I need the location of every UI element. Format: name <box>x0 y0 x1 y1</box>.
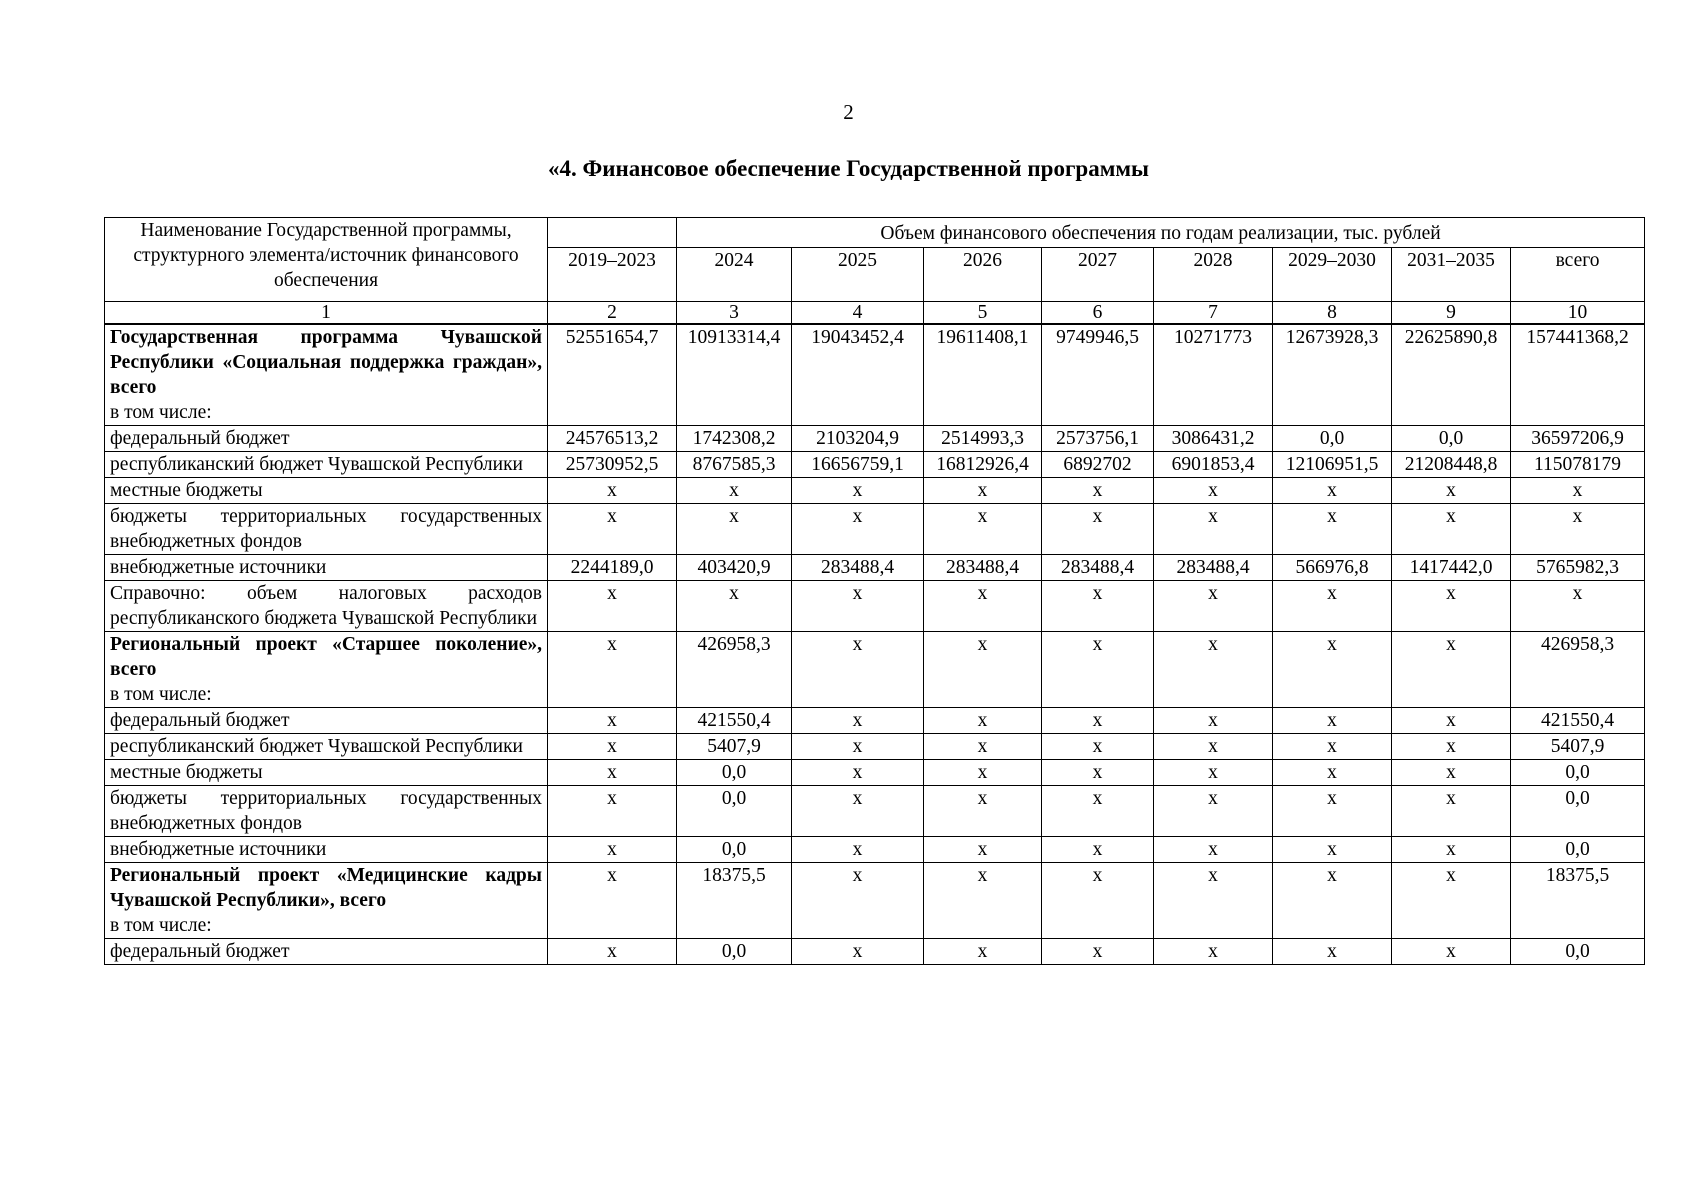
value-cell: x <box>792 632 924 708</box>
column-number-2: 2 <box>548 302 677 325</box>
value-cell: 1417442,0 <box>1392 555 1511 581</box>
value-cell: x <box>1042 837 1154 863</box>
row-name: местные бюджеты <box>110 480 263 501</box>
header-year-3: 2026 <box>924 248 1042 302</box>
value-cell: x <box>548 786 677 837</box>
row-name-cell <box>105 452 548 478</box>
value-cell: x <box>1154 708 1273 734</box>
value-cell: 36597206,9 <box>1511 426 1645 452</box>
value-cell: 1742308,2 <box>677 426 792 452</box>
value-cell: 426958,3 <box>1511 632 1645 708</box>
value-cell: x <box>792 734 924 760</box>
row-name: республиканский бюджет Чувашской Республики <box>110 454 523 475</box>
value-cell: x <box>1154 734 1273 760</box>
value-cell: 283488,4 <box>1154 555 1273 581</box>
value-cell: 283488,4 <box>1042 555 1154 581</box>
value-cell: 21208448,8 <box>1392 452 1511 478</box>
table-row <box>105 632 1645 708</box>
row-name-cell <box>105 555 548 581</box>
value-cell: 0,0 <box>677 939 792 965</box>
value-cell: 18375,5 <box>1511 863 1645 939</box>
table-row <box>105 837 1645 863</box>
row-name: федеральный бюджет <box>110 941 290 962</box>
column-number-3: 3 <box>677 302 792 325</box>
value-cell: 0,0 <box>1511 786 1645 837</box>
value-cell: x <box>1392 863 1511 939</box>
row-name-cell <box>105 708 548 734</box>
value-cell: 283488,4 <box>924 555 1042 581</box>
row-name-cell <box>105 324 548 426</box>
value-cell: 6901853,4 <box>1154 452 1273 478</box>
value-cell: 0,0 <box>677 760 792 786</box>
table-row <box>105 478 1645 504</box>
value-cell: x <box>1511 581 1645 632</box>
header-year-5: 2028 <box>1154 248 1273 302</box>
value-cell: x <box>548 837 677 863</box>
value-cell: x <box>1392 504 1511 555</box>
row-name-cell <box>105 504 548 555</box>
column-number-7: 7 <box>1154 302 1273 325</box>
value-cell: x <box>1392 760 1511 786</box>
row-name: республиканский бюджет Чувашской Республики <box>110 736 523 757</box>
value-cell: x <box>1154 504 1273 555</box>
value-cell: x <box>1392 581 1511 632</box>
value-cell: x <box>1154 863 1273 939</box>
row-name-cell <box>105 863 548 939</box>
value-cell: 10271773 <box>1154 324 1273 426</box>
value-cell: x <box>924 760 1042 786</box>
value-cell: x <box>1154 939 1273 965</box>
header-year-1: 2024 <box>677 248 792 302</box>
value-cell: x <box>1273 708 1392 734</box>
value-cell: x <box>1273 478 1392 504</box>
value-cell: x <box>1392 939 1511 965</box>
value-cell: 10913314,4 <box>677 324 792 426</box>
value-cell: x <box>1042 632 1154 708</box>
value-cell: x <box>1042 708 1154 734</box>
value-cell: x <box>1273 504 1392 555</box>
value-cell: x <box>924 504 1042 555</box>
value-cell: x <box>924 632 1042 708</box>
value-cell: 19043452,4 <box>792 324 924 426</box>
value-cell: x <box>1273 760 1392 786</box>
value-cell: 16812926,4 <box>924 452 1042 478</box>
value-cell: x <box>1392 734 1511 760</box>
value-cell: x <box>1154 837 1273 863</box>
value-cell: x <box>1273 786 1392 837</box>
value-cell: 0,0 <box>677 786 792 837</box>
row-name: бюджеты территориальных государственных внебюджетных фондов <box>110 788 542 834</box>
value-cell: x <box>1273 734 1392 760</box>
value-cell: 2244189,0 <box>548 555 677 581</box>
table-row <box>105 324 1645 426</box>
value-cell: 5407,9 <box>1511 734 1645 760</box>
value-cell: 6892702 <box>1042 452 1154 478</box>
table-row <box>105 426 1645 452</box>
value-cell: x <box>1042 863 1154 939</box>
value-cell: 426958,3 <box>677 632 792 708</box>
value-cell: x <box>1273 632 1392 708</box>
header-name-column: Наименование Государственной программы, структурного элемента/источник финансового обеспечения <box>105 218 548 302</box>
value-cell: 0,0 <box>1273 426 1392 452</box>
row-name: федеральный бюджет <box>110 710 290 731</box>
header-year-7: 2031–2035 <box>1392 248 1511 302</box>
column-number-5: 5 <box>924 302 1042 325</box>
value-cell: 16656759,1 <box>792 452 924 478</box>
value-cell: 25730952,5 <box>548 452 677 478</box>
value-cell: 12673928,3 <box>1273 324 1392 426</box>
value-cell: x <box>1042 734 1154 760</box>
value-cell: 421550,4 <box>1511 708 1645 734</box>
value-cell: x <box>1042 581 1154 632</box>
value-cell: x <box>1154 581 1273 632</box>
table-row <box>105 939 1645 965</box>
value-cell: x <box>924 581 1042 632</box>
value-cell: x <box>792 786 924 837</box>
value-cell: x <box>924 939 1042 965</box>
value-cell: x <box>548 939 677 965</box>
value-cell: x <box>548 734 677 760</box>
row-name-cell <box>105 734 548 760</box>
value-cell: 52551654,7 <box>548 324 677 426</box>
column-number-8: 8 <box>1273 302 1392 325</box>
value-cell: x <box>548 708 677 734</box>
value-cell: x <box>792 760 924 786</box>
row-name-cell <box>105 478 548 504</box>
header-year-0: 2019–2023 <box>548 248 677 302</box>
header-group-label: Объем финансового обеспечения по годам реализации, тыс. рублей <box>677 218 1645 248</box>
value-cell: 24576513,2 <box>548 426 677 452</box>
value-cell: x <box>792 581 924 632</box>
value-cell: 2103204,9 <box>792 426 924 452</box>
value-cell: x <box>792 837 924 863</box>
row-name: внебюджетные источники <box>110 839 327 860</box>
value-cell: 403420,9 <box>677 555 792 581</box>
table-row <box>105 760 1645 786</box>
value-cell: x <box>548 504 677 555</box>
value-cell: x <box>924 734 1042 760</box>
value-cell: x <box>924 837 1042 863</box>
table-row <box>105 504 1645 555</box>
value-cell: x <box>1273 939 1392 965</box>
value-cell: 19611408,1 <box>924 324 1042 426</box>
row-name-cell <box>105 632 548 708</box>
row-name: Справочно: объем налоговых расходов республиканского бюджета Чувашской Республики <box>110 583 542 629</box>
value-cell: 566976,8 <box>1273 555 1392 581</box>
value-cell: x <box>548 581 677 632</box>
value-cell: x <box>1154 632 1273 708</box>
value-cell: 9749946,5 <box>1042 324 1154 426</box>
value-cell: x <box>1273 863 1392 939</box>
row-name: Государственная программа Чувашской Республики «Социальная поддержка граждан», всего <box>110 327 542 398</box>
value-cell: x <box>1392 708 1511 734</box>
page-title: «4. Финансовое обеспечение Государственной программы <box>548 156 1149 181</box>
value-cell: x <box>1154 478 1273 504</box>
row-name-cell <box>105 786 548 837</box>
value-cell: 0,0 <box>1392 426 1511 452</box>
value-cell: 283488,4 <box>792 555 924 581</box>
value-cell: x <box>1042 760 1154 786</box>
table-row <box>105 581 1645 632</box>
value-cell: x <box>1511 504 1645 555</box>
value-cell: 5407,9 <box>677 734 792 760</box>
row-name-cell <box>105 426 548 452</box>
row-name: федеральный бюджет <box>110 428 290 449</box>
financing-table <box>104 217 1645 965</box>
value-cell: x <box>1273 581 1392 632</box>
table-row <box>105 555 1645 581</box>
value-cell: 3086431,2 <box>1154 426 1273 452</box>
header-year-4: 2027 <box>1042 248 1154 302</box>
value-cell: x <box>924 863 1042 939</box>
row-subnote: в том числе: <box>110 402 212 423</box>
page-number: 2 <box>843 100 854 124</box>
row-name: местные бюджеты <box>110 762 263 783</box>
column-number-1: 1 <box>105 302 548 325</box>
row-subnote: в том числе: <box>110 915 212 936</box>
value-cell: 0,0 <box>1511 939 1645 965</box>
column-number-4: 4 <box>792 302 924 325</box>
value-cell: x <box>1042 478 1154 504</box>
column-number-6: 6 <box>1042 302 1154 325</box>
row-name: бюджеты территориальных государственных внебюджетных фондов <box>110 506 542 552</box>
value-cell: 2573756,1 <box>1042 426 1154 452</box>
value-cell: x <box>792 504 924 555</box>
row-name-cell <box>105 581 548 632</box>
value-cell: x <box>1392 837 1511 863</box>
row-subnote: в том числе: <box>110 684 212 705</box>
value-cell: x <box>792 708 924 734</box>
value-cell: x <box>1392 632 1511 708</box>
value-cell: 115078179 <box>1511 452 1645 478</box>
value-cell: x <box>548 632 677 708</box>
value-cell: 22625890,8 <box>1392 324 1511 426</box>
header-year-2: 2025 <box>792 248 924 302</box>
value-cell: x <box>1042 939 1154 965</box>
value-cell: x <box>1511 478 1645 504</box>
value-cell: x <box>1392 786 1511 837</box>
value-cell: x <box>548 863 677 939</box>
value-cell: x <box>1042 504 1154 555</box>
row-name-cell <box>105 939 548 965</box>
value-cell: x <box>792 863 924 939</box>
value-cell: 0,0 <box>1511 760 1645 786</box>
value-cell: x <box>924 786 1042 837</box>
table-body <box>105 324 1645 965</box>
table-row <box>105 452 1645 478</box>
row-name: Региональный проект «Старшее поколение», всего <box>110 634 542 680</box>
value-cell: x <box>1273 837 1392 863</box>
value-cell: x <box>924 708 1042 734</box>
value-cell: 18375,5 <box>677 863 792 939</box>
table-row <box>105 786 1645 837</box>
column-number-10: 10 <box>1511 302 1645 325</box>
row-name: внебюджетные источники <box>110 557 327 578</box>
value-cell: 0,0 <box>1511 837 1645 863</box>
value-cell: x <box>792 478 924 504</box>
value-cell: 12106951,5 <box>1273 452 1392 478</box>
value-cell: x <box>1392 478 1511 504</box>
table-header <box>105 218 1645 325</box>
value-cell: 2514993,3 <box>924 426 1042 452</box>
value-cell: x <box>548 760 677 786</box>
table-row <box>105 734 1645 760</box>
value-cell: x <box>677 478 792 504</box>
value-cell: x <box>677 504 792 555</box>
value-cell: x <box>1042 786 1154 837</box>
value-cell: 5765982,3 <box>1511 555 1645 581</box>
value-cell: x <box>1154 786 1273 837</box>
row-name-cell <box>105 837 548 863</box>
value-cell: x <box>792 939 924 965</box>
value-cell: x <box>677 581 792 632</box>
row-name-cell <box>105 760 548 786</box>
column-number-9: 9 <box>1392 302 1511 325</box>
value-cell: 8767585,3 <box>677 452 792 478</box>
header-blank-cell <box>548 218 677 248</box>
header-year-6: 2029–2030 <box>1273 248 1392 302</box>
row-name: Региональный проект «Медицинские кадры Чувашской Республики», всего <box>110 865 542 911</box>
value-cell: 0,0 <box>677 837 792 863</box>
value-cell: x <box>548 478 677 504</box>
header-year-8: всего <box>1511 248 1645 302</box>
value-cell: x <box>1154 760 1273 786</box>
value-cell: x <box>924 478 1042 504</box>
value-cell: 421550,4 <box>677 708 792 734</box>
table-row <box>105 863 1645 939</box>
table-row <box>105 708 1645 734</box>
value-cell: 157441368,2 <box>1511 324 1645 426</box>
